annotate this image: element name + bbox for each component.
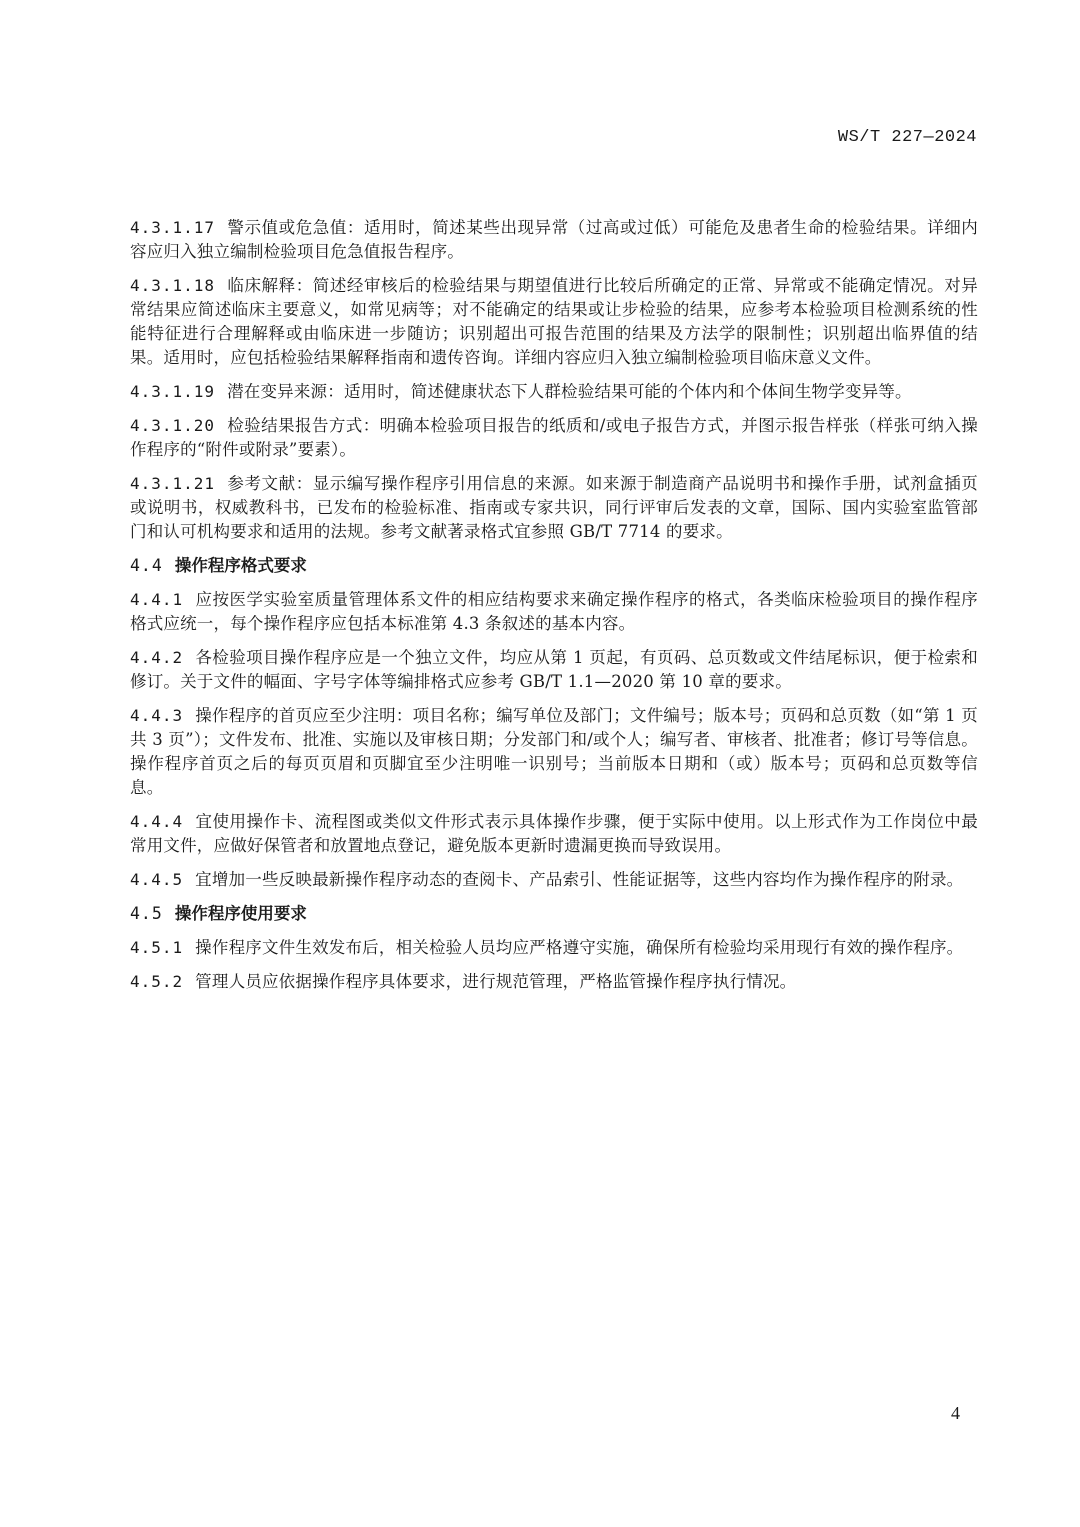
clause-text: 参考文献：显示编写操作程序引用信息的来源。如来源于制造商产品说明书和操作手册，试剂盒插页或说明书，权威教科书，已发布的检验标准、指南或专家共识，同行评审后发表的文章，国际、国内实验室监管部门和认可机构要求和适用的法规。参考文献著录格式宜参照 GB/T 7714 的要求。: [130, 474, 978, 541]
clause-number: 4.5.2: [130, 972, 184, 991]
standard-code: WS/T 227—2024: [837, 128, 977, 147]
section-number: 4.4: [130, 556, 163, 575]
clause-number: 4.4.2: [130, 648, 184, 667]
clause-number: 4.5.1: [130, 938, 184, 957]
clause-number: 4.3.1.19: [130, 382, 216, 401]
clause-text: 宜增加一些反映最新操作程序动态的查阅卡、产品索引、性能证据等，这些内容均作为操作程序的附录。: [195, 870, 964, 889]
clause-text: 操作程序的首页应至少注明：项目名称；编写单位及部门；文件编号；版本号；页码和总页数（如“第 1 页共 3 页”）；文件发布、批准、实施以及审核日期；分发部门和/或个人；编写者、审核者、批准者；修订号等信息。操作程序首页之后的每页页眉和页脚宜至少注明唯一识别号；当前版本日期和（或）版本号；页码和总页数等信息。: [130, 706, 978, 797]
clause-number: 4.3.1.17: [130, 218, 216, 237]
clause-text: 临床解释：简述经审核后的检验结果与期望值进行比较后所确定的正常、异常或不能确定情况。对异常结果应简述临床主要意义，如常见病等；对不能确定的结果或让步检验的结果，应参考本检验项目检测系统的性能特征进行合理解释或由临床进一步随访；识别超出可报告范围的结果及方法学的限制性；识别超出临界值的结果。适用时，应包括检验结果解释指南和遗传咨询。详细内容应归入独立编制检验项目临床意义文件。: [130, 276, 978, 367]
clause-number: 4.3.1.18: [130, 276, 216, 295]
section-heading-4-5: [130, 902, 978, 926]
clause-number: 4.4.3: [130, 706, 184, 725]
clause-text: 检验结果报告方式：明确本检验项目报告的纸质和/或电子报告方式，并图示报告样张（样张可纳入操作程序的“附件或附录”要素）。: [130, 416, 978, 459]
section-title: 操作程序使用要求: [174, 904, 307, 923]
clause-4-3-1-18: [130, 274, 978, 370]
clause-text: 宜使用操作卡、流程图或类似文件形式表示具体操作步骤，便于实际中使用。以上形式作为工作岗位中最常用文件，应做好保管者和放置地点登记，避免版本更新时遗漏更换而导致误用。: [130, 812, 978, 855]
section-number: 4.5: [130, 904, 163, 923]
clause-text: 应按医学实验室质量管理体系文件的相应结构要求来确定操作程序的格式，各类临床检验项目的操作程序格式应统一，每个操作程序应包括本标准第 4.3 条叙述的基本内容。: [130, 590, 978, 633]
clause-number: 4.4.4: [130, 812, 184, 831]
clause-number: 4.4.5: [130, 870, 184, 889]
clause-4-3-1-20: [130, 414, 978, 462]
clause-4-3-1-17: [130, 216, 978, 264]
clause-number: 4.4.1: [130, 590, 184, 609]
clause-4-3-1-19: [130, 380, 978, 404]
clause-4-5-1: [130, 936, 978, 960]
section-title: 操作程序格式要求: [174, 556, 307, 575]
clause-4-4-1: [130, 588, 978, 636]
clause-4-4-2: [130, 646, 978, 694]
clause-text: 潜在变异来源：适用时，简述健康状态下人群检验结果可能的个体内和个体间生物学变异等。: [227, 382, 912, 401]
clause-number: 4.3.1.20: [130, 416, 216, 435]
clause-text: 管理人员应依据操作程序具体要求，进行规范管理，严格监管操作程序执行情况。: [195, 972, 797, 991]
page-number: 4: [951, 1403, 960, 1423]
clause-text: 操作程序文件生效发布后，相关检验人员均应严格遵守实施，确保所有检验均采用现行有效的操作程序。: [195, 938, 964, 957]
clause-4-5-2: [130, 970, 978, 994]
clause-4-3-1-21: [130, 472, 978, 544]
clause-text: 各检验项目操作程序应是一个独立文件，均应从第 1 页起，有页码、总页数或文件结尾标识，便于检索和修订。关于文件的幅面、字号字体等编排格式应参考 GB/T 1.1—2020 第 10 章的要求。: [130, 648, 978, 691]
document-body: [130, 216, 978, 1004]
section-heading-4-4: [130, 554, 978, 578]
clause-text: 警示值或危急值：适用时，简述某些出现异常（过高或过低）可能危及患者生命的检验结果。详细内容应归入独立编制检验项目危急值报告程序。: [130, 218, 978, 261]
clause-4-4-4: [130, 810, 978, 858]
clause-number: 4.3.1.21: [130, 474, 216, 493]
clause-4-4-3: [130, 704, 978, 800]
clause-4-4-5: [130, 868, 978, 892]
